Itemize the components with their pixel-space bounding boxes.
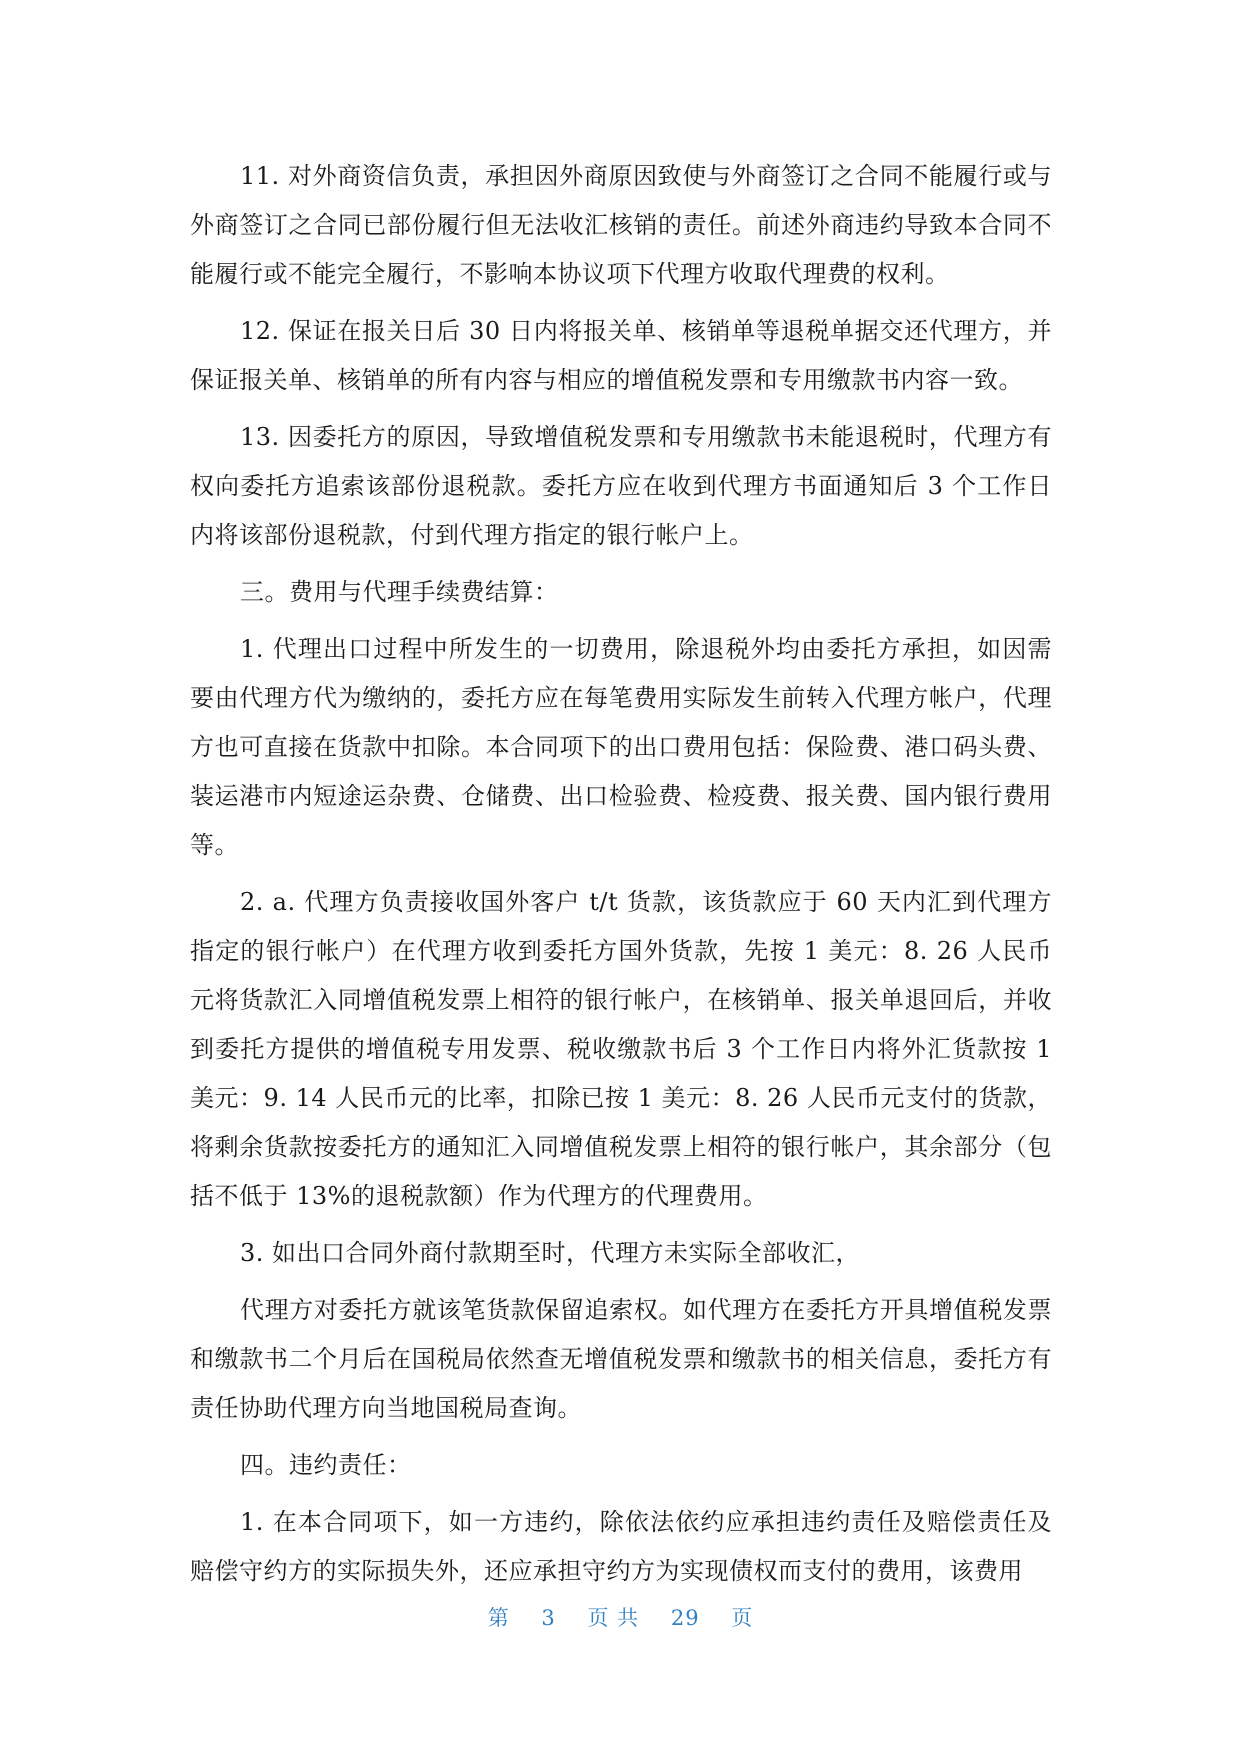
footer-prefix: 第 <box>487 1606 510 1630</box>
section-heading-liability: 四。违约责任： <box>240 1451 412 1479</box>
document-body <box>190 152 1052 1604</box>
clause-11: 11. 对外商资信负责，承担因外商原因致使与外商签订之合同不能履行或与外商签订之合同已部份履行但无法收汇核销的责任。前述外商违约导致本合同不能履行或不能完全履行，不影响本协议项下代理方收取代理费的权利。 <box>190 162 1052 288</box>
footer-current-page: 3 <box>541 1606 556 1630</box>
liability-clause-1: 1. 在本合同项下，如一方违约，除依法依约应承担违约责任及赔偿责任及赔偿守约方的实际损失外，还应承担守约方为实现债权而支付的费用，该费用 <box>190 1508 1052 1585</box>
clause-12: 12. 保证在报关日后 30 日内将报关单、核销单等退税单据交还代理方，并保证报关单、核销单的所有内容与相应的增值税发票和专用缴款书内容一致。 <box>190 317 1052 394</box>
fees-clause-1: 1. 代理出口过程中所发生的一切费用，除退税外均由委托方承担，如因需要由代理方代为缴纳的，委托方应在每笔费用实际发生前转入代理方帐户，代理方也可直接在货款中扣除。本合同项下的出口费用包括：保险费、港口码头费、装运港市内短途运杂费、仓储费、出口检验费、检疫费、报关费、国内银行费用等。 <box>190 635 1052 859</box>
footer-total-pages: 29 <box>670 1606 700 1630</box>
fees-clause-3-continued: 代理方对委托方就该笔货款保留追索权。如代理方在委托方开具增值税发票和缴款书二个月后在国税局依然查无增值税发票和缴款书的相关信息，委托方有责任协助代理方向当地国税局查询。 <box>190 1296 1052 1422</box>
footer-middle: 页 共 <box>587 1606 640 1630</box>
footer-suffix: 页 <box>731 1606 754 1630</box>
clause-13: 13. 因委托方的原因，导致增值税发票和专用缴款书未能退税时，代理方有权向委托方追索该部份退税款。委托方应在收到代理方书面通知后 3 个工作日内将该部份退税款，付到代理方指定的银行帐户上。 <box>190 423 1052 549</box>
section-heading-fees: 三。费用与代理手续费结算： <box>240 578 559 606</box>
fees-clause-2: 2. a. 代理方负责接收国外客户 t/t 货款，该货款应于 60 天内汇到代理方指定的银行帐户）在代理方收到委托方国外货款，先按 1 美元：8. 26 人民币元将货款汇入同增值税发票上相符的银行帐户，在核销单、报关单退回后，并收到委托方提供的增值税专用发票、税收缴款书后 3 个工作日内将外汇货款按 1 美元：9. 14 人民币元的比率，扣除已按 1 美元：8. 26 人民币元支付的货款，将剩余货款按委托方的通知汇入同增值税发票上相符的银行帐户，其余部分（包括不低于 13%的退税款额）作为代理方的代理费用。 <box>190 888 1052 1210</box>
fees-clause-3: 3. 如出口合同外商付款期至时，代理方未实际全部收汇， <box>240 1239 861 1267</box>
page-number-footer <box>0 1602 1241 1632</box>
